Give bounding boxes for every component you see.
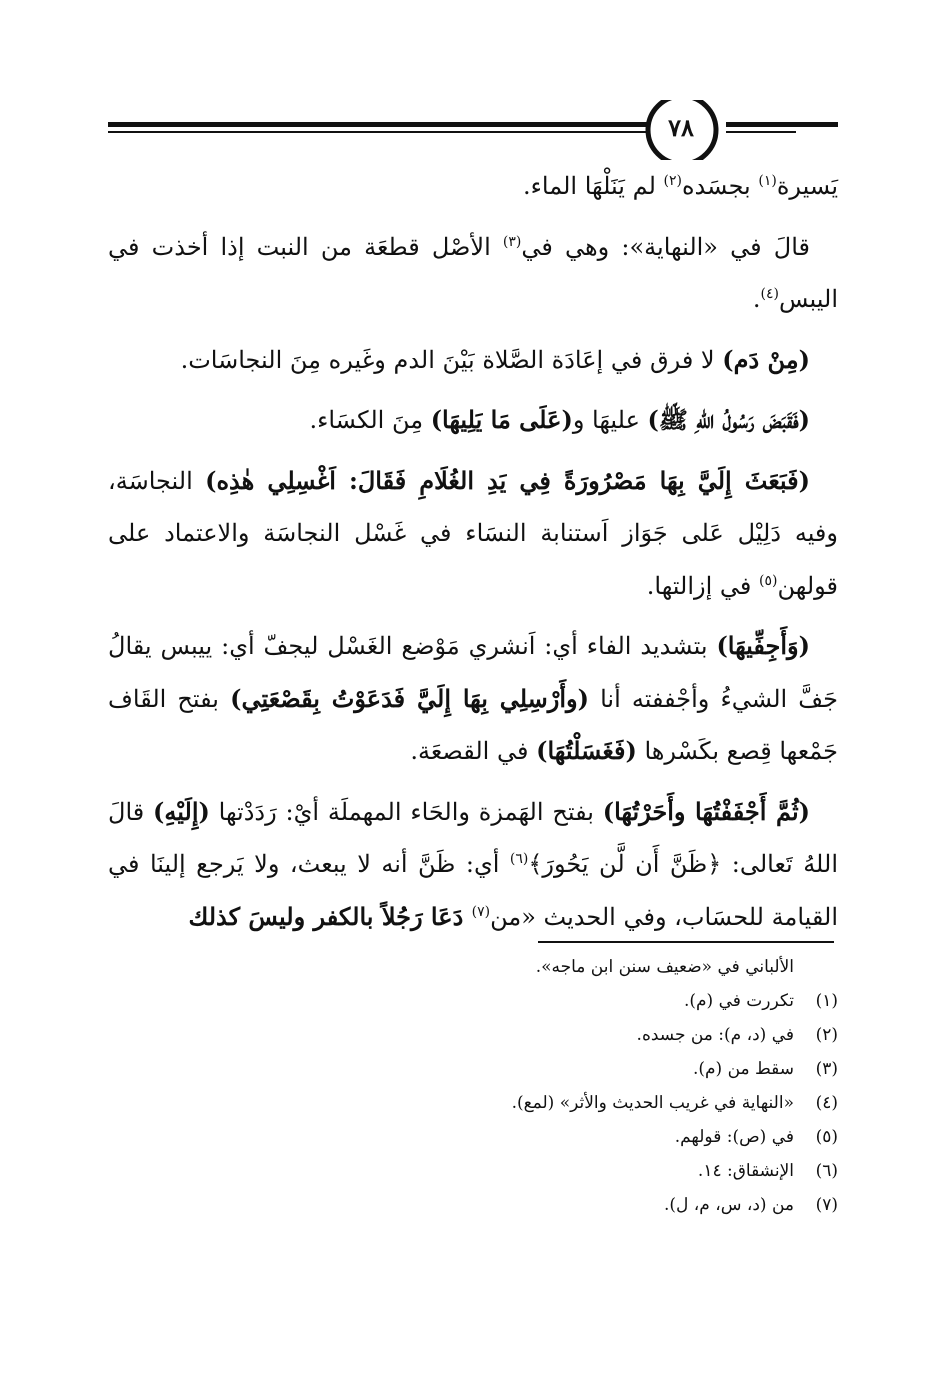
footnote-item	[108, 1188, 838, 1222]
footnote-number: (٦)	[815, 1161, 838, 1181]
text-run: أي: ظَنَّ أنه لا يبعث، ولا يَرجع إلينَا في القيامة للحسَاب، وفي الحديث «من	[108, 850, 838, 931]
text-run: بفتح الهَمزة والحَاء المهملَة أيْ: رَدَدْتها	[209, 797, 603, 826]
footnote-item	[108, 1052, 838, 1086]
footnote-number: (١)	[815, 991, 838, 1011]
footnote-continuation: الألباني في «ضعيف سنن ابن ماجه».	[535, 957, 794, 977]
text-run: لا فرق في إعَادَة الصَّلاة بَيْنَ الدم وغَيره مِنَ النجاسَات.	[180, 345, 723, 374]
text-run: قالَ في «النهاية»: وهي في	[521, 232, 810, 261]
text-run: الأصْل قطعَة من النبت إذا أخذت في اليبس	[108, 232, 838, 313]
text-run: النجاسَة، وفيه دَلِيْل عَلى جَوَاز اَستنابة النسَاء في غَسْل النجاسَة والاعتماد على قولهن	[108, 466, 838, 600]
footnote-ref: (٧)	[471, 903, 491, 920]
text-run: .	[752, 285, 761, 313]
footnote-number: (٧)	[815, 1195, 838, 1215]
paragraph-5	[108, 455, 838, 613]
quoted-hadith-text: (فَبَعَثَ إِلَيَّ بِهَا مَصْرُورَةً فِي يَدِ الغُلَامِ فَقَالَ: اَغْسِلِي هٰذِه)	[205, 465, 811, 495]
footnote-text: «النهاية في غريب الحديث والأثر» (لمع).	[511, 1093, 794, 1113]
text-run: بتشديد الفاء أي: اَنشري مَوْضع الغَسْل ليجفّ أي: ييبس يقالُ جَفَّ الشيءُ وأجْففته أنا	[108, 632, 838, 713]
footnotes	[108, 950, 838, 1222]
quoted-hadith-text: (وأَرْسِلِي بِهَا إِلَيَّ فَدَعَوْتُ بِقَصْعَتِي)	[230, 683, 589, 713]
quoted-hadith-text: دَعَا رَجُلاً بالكفر وليسَ كذلك	[188, 901, 472, 931]
paragraph-2	[108, 221, 838, 326]
quoted-hadith-text: (إِلَيْهِ)	[153, 796, 210, 826]
text-run: عليهَا و	[572, 406, 648, 434]
header-rule-ornament	[108, 100, 838, 160]
text-run: في القصعَة.	[410, 737, 537, 765]
footnote-text: في (ص): قولهم.	[674, 1127, 794, 1147]
footnote-ref: (٢)	[663, 173, 682, 189]
quoted-hadith-text: (عَلَى مَا يَلِيهَا)	[430, 405, 573, 434]
footnote-item	[108, 1120, 838, 1154]
paragraph-4	[108, 394, 838, 447]
footnote-item	[108, 1154, 838, 1188]
footnote-divider	[538, 941, 834, 943]
footnote-text: تكررت في (م).	[683, 991, 794, 1011]
footnote-ref: (٦)	[509, 851, 529, 867]
footnote-number: (٣)	[815, 1059, 838, 1079]
main-text	[108, 160, 838, 951]
quoted-hadith-text: (وَأَجِفِّيهَا)	[716, 631, 810, 660]
paragraph-3	[108, 334, 838, 387]
paragraph-7	[108, 786, 838, 944]
quoted-hadith-text: (مِنْ دَم)	[722, 344, 810, 374]
footnote-number: (٢)	[815, 1025, 838, 1045]
footnote-item	[108, 984, 838, 1018]
paragraph-1	[108, 160, 838, 213]
footnote-text: في (د، م): من جسده.	[636, 1025, 794, 1045]
page-number: ٧٨	[668, 113, 694, 142]
text-run: يَسيرة	[776, 172, 838, 200]
footnote-ref: (١)	[758, 173, 777, 189]
footnote-ref: (٣)	[502, 233, 522, 250]
text-run: بفتح القَاف جَمْعها قِصع بكَسْرها	[108, 684, 838, 765]
page-header	[108, 100, 838, 160]
text-run: في إزالتها.	[646, 571, 760, 600]
footnote-text: سقط من (م).	[692, 1059, 794, 1079]
quoted-hadith-text: (فَغَسَلْتُهَا)	[536, 736, 637, 765]
footnote-list	[108, 984, 838, 1222]
text-run: لم يَنَلْهَا الماء.	[523, 172, 664, 200]
footnote-item	[108, 1018, 838, 1052]
footnote-text: الإنشقاق: ١٤.	[697, 1161, 794, 1181]
quoted-hadith-text: (فَقَبَضَ رَسُولُ اللهِ ﷺ)	[647, 405, 810, 434]
paragraph-6	[108, 620, 838, 778]
text-run: قالَ اللهُ تَعالى: ﴿ظَنَّ أَن لَّن يَحُورَ﴾	[108, 797, 838, 878]
text-run: بجسَده	[681, 172, 759, 200]
footnote-number: (٥)	[815, 1127, 838, 1147]
footnote-text: من (د، س، م، ل).	[664, 1195, 794, 1215]
footnote-ref: (٤)	[760, 286, 779, 302]
footnote-number: (٤)	[815, 1093, 838, 1113]
footnote-ref: (٥)	[759, 572, 778, 589]
text-run: مِنَ الكسَاء.	[309, 406, 431, 434]
footnote-item	[108, 1086, 838, 1120]
quoted-hadith-text: (ثُمَّ أَجْفَفْتُهَا وأَحَرْتُهَا)	[602, 796, 810, 826]
